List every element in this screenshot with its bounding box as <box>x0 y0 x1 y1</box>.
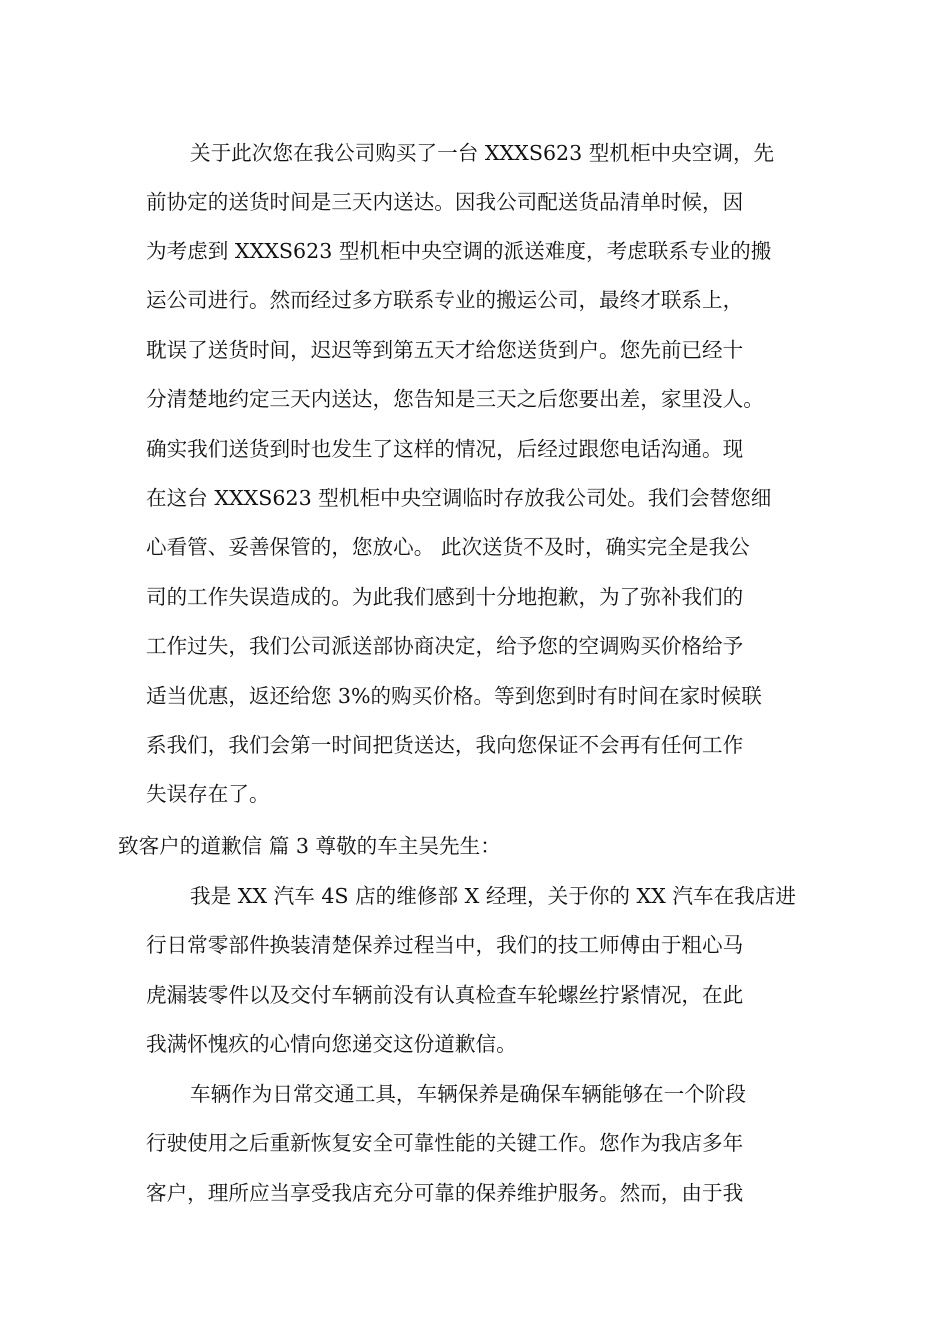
paragraph-1-line-6: 分清楚地约定三天内送达，您告知是三天之后您要出差，家里没人。 <box>146 387 764 411</box>
paragraph-1-line-4: 运公司进行。然而经过多方联系专业的搬运公司，最终才联系上， <box>146 288 744 312</box>
paragraph-1-line-13: 系我们，我们会第一时间把货送达，我向您保证不会再有任何工作 <box>146 733 744 757</box>
paragraph-1-line-11: 工作过失，我们公司派送部协商决定，给予您的空调购买价格给予 <box>146 634 744 658</box>
paragraph-1-line-1: 关于此次您在我公司购买了一台 XXXS623 型机柜中央空调，先 <box>190 141 775 165</box>
paragraph-1-line-12: 适当优惠，返还给您 3%的购买价格。等到您到时有时间在家时候联 <box>146 684 762 708</box>
paragraph-3-line-3: 虎漏装零件以及交付车辆前没有认真检查车轮螺丝拧紧情况，在此 <box>146 983 744 1007</box>
paragraph-3-line-2: 行日常零部件换装清楚保养过程当中，我们的技工师傅由于粗心马 <box>146 933 744 957</box>
paragraph-1-line-5: 耽误了送货时间，迟迟等到第五天才给您送货到户。您先前已经十 <box>146 338 744 362</box>
paragraph-1-line-10: 司的工作失误造成的。为此我们感到十分地抱歉，为了弥补我们的 <box>146 585 744 609</box>
paragraph-1-line-2: 前协定的送货时间是三天内送达。因我公司配送货品清单时候，因 <box>146 190 744 214</box>
paragraph-3-line-4: 我满怀愧疚的心情向您递交这份道歉信。 <box>146 1032 517 1056</box>
paragraph-1-line-7: 确实我们送货到时也发生了这样的情况，后经过跟您电话沟通。现 <box>146 437 744 461</box>
paragraph-1-line-3: 为考虑到 XXXS623 型机柜中央空调的派送难度，考虑联系专业的搬 <box>146 239 772 263</box>
paragraph-1-line-8: 在这台 XXXS623 型机柜中央空调临时存放我公司处。我们会替您细 <box>146 486 772 510</box>
section-heading: 致客户的道歉信 篇 3 尊敬的车主吴先生： <box>118 834 501 858</box>
paragraph-1-line-9: 心看管、妥善保管的，您放心。 此次送货不及时，确实完全是我公 <box>146 535 750 559</box>
paragraph-4-line-2: 行驶使用之后重新恢复安全可靠性能的关键工作。您作为我店多年 <box>146 1131 744 1155</box>
paragraph-4-line-1: 车辆作为日常交通工具，车辆保养是确保车辆能够在一个阶段 <box>190 1082 747 1106</box>
paragraph-4-line-3: 客户，理所应当享受我店充分可靠的保养维护服务。然而，由于我 <box>146 1181 744 1205</box>
paragraph-1-line-14: 失误存在了。 <box>146 782 270 806</box>
paragraph-3-line-1: 我是 XX 汽车 4S 店的维修部 X 经理，关于你的 XX 汽车在我店进 <box>190 884 796 908</box>
